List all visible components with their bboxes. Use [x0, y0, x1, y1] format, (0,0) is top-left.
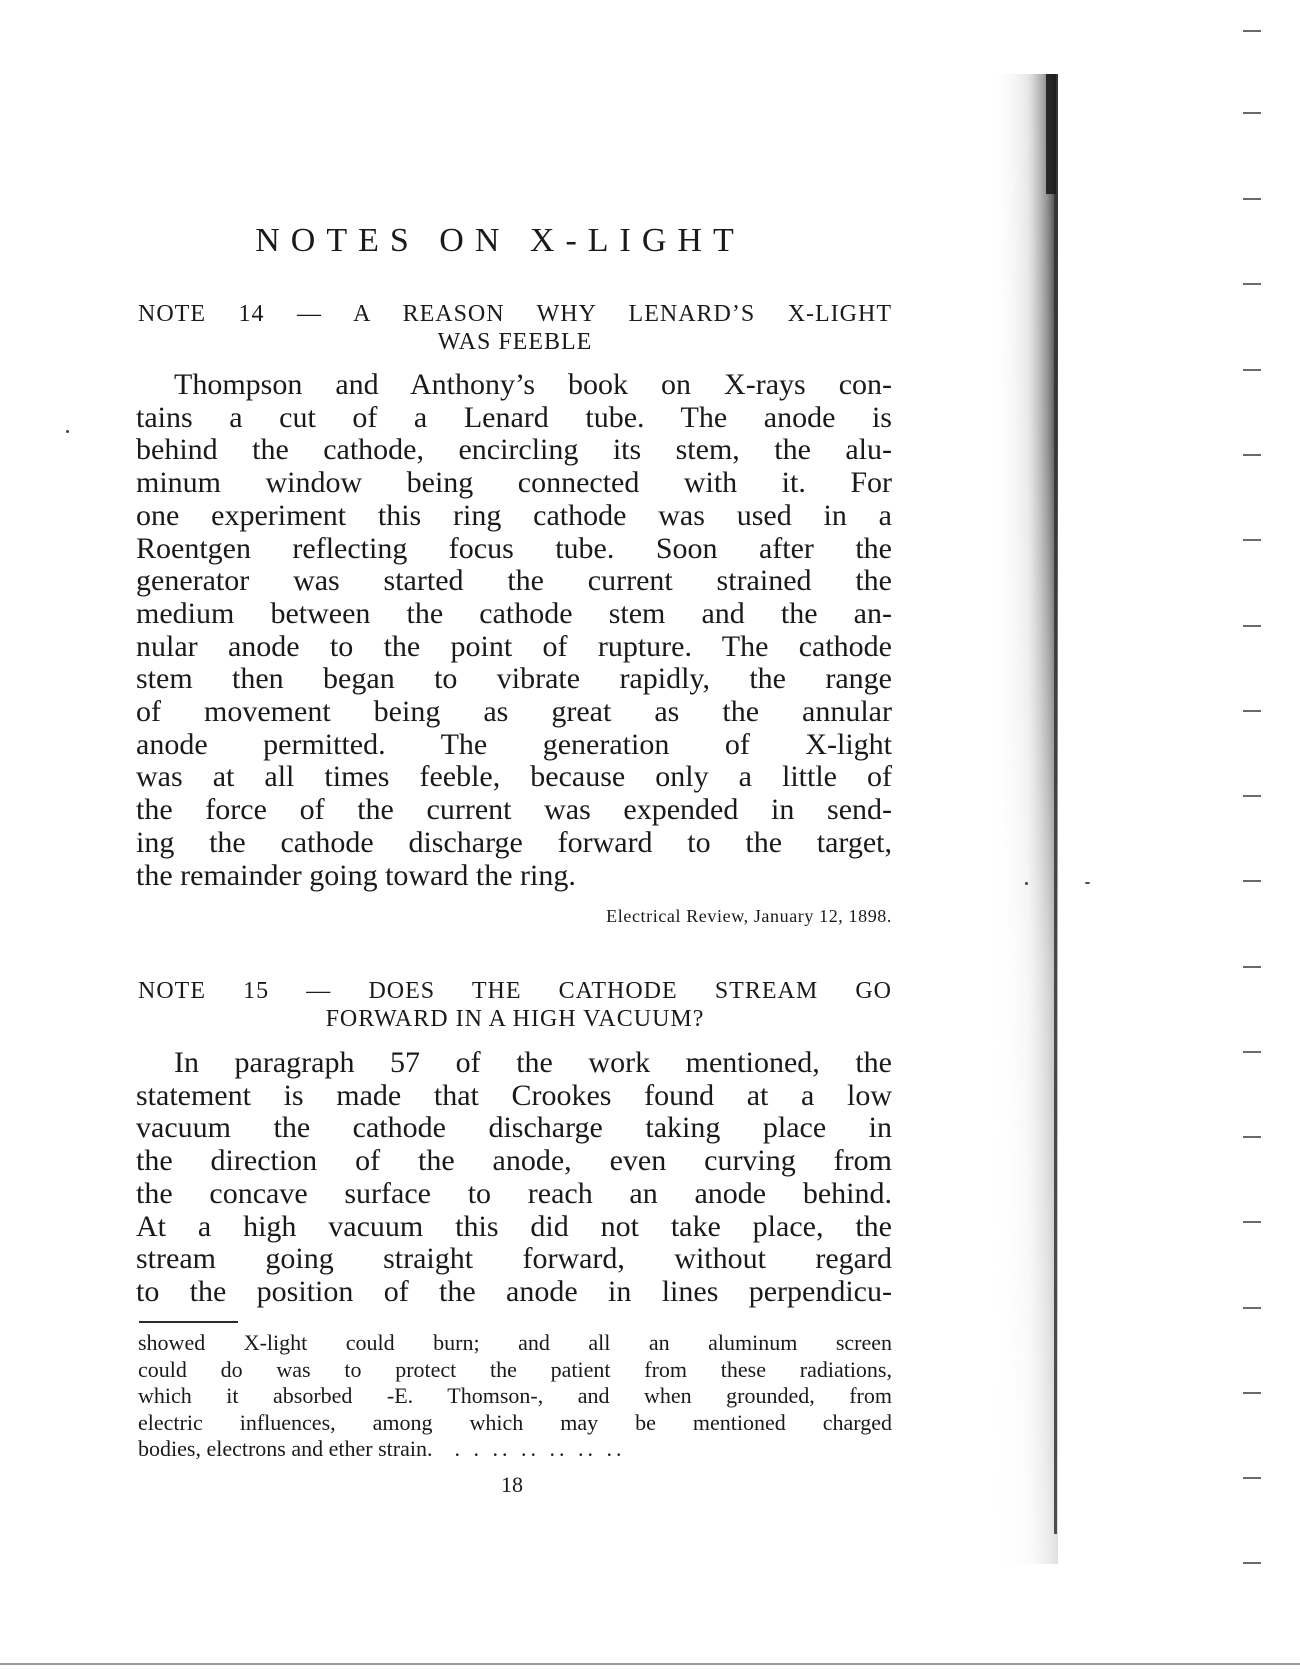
note-15-line: stream going straight forward, without regard: [136, 1242, 892, 1276]
note-14-line: was at all times feeble, because only a little of: [136, 760, 892, 794]
note-15-line: the direction of the anode, even curving from: [136, 1144, 892, 1178]
margin-tick: [1243, 795, 1261, 797]
margin-tick: [1243, 1307, 1261, 1309]
note-14-line: tains a cut of a Lenard tube. The anode is: [136, 400, 892, 434]
note-14-line: Thompson and Anthony’s book on X-rays con-: [174, 368, 892, 401]
note-14-citation: Electrical Review, January 12, 1898.: [606, 906, 892, 926]
note-15-line: the concave surface to reach an anode behind.: [136, 1176, 892, 1210]
note-14-line: minum window being connected with it. For: [136, 466, 892, 500]
note-14-line: Roentgen reflecting focus tube. Soon after the: [136, 531, 892, 565]
margin-tick: [1243, 1562, 1261, 1564]
margin-tick: [1243, 369, 1261, 371]
margin-tick: [1243, 625, 1261, 627]
footnote: [138, 1330, 892, 1463]
page-edge-line: [0, 1663, 1300, 1665]
note-14-line: generator was started the current strained the: [136, 564, 892, 598]
note-15-body: [136, 1047, 892, 1309]
note-14-line: the force of the current was expended in send-: [136, 793, 892, 827]
note-14-heading-line-2: WAS FEEBLE: [437, 329, 593, 355]
margin-tick: [1243, 1221, 1261, 1223]
note-14-line: the remainder going toward the ring.: [136, 858, 576, 892]
margin-tick: [1243, 454, 1261, 456]
margin-tick: [1243, 710, 1261, 712]
note-14-heading-line-1: NOTE 14 — A REASON WHY LENARD’S X-LIGHT: [138, 301, 892, 327]
footnote-line: [138, 1436, 892, 1463]
margin-tick: [1243, 1136, 1261, 1138]
note-14-line: ing the cathode discharge forward to the target,: [136, 825, 892, 859]
binding-shadow: [990, 74, 1058, 1564]
note-15-line: vacuum the cathode discharge taking place in: [136, 1111, 892, 1145]
margin-tick: [1243, 1477, 1261, 1479]
margin-tick: [1243, 539, 1261, 541]
note-14-body: [136, 369, 892, 892]
note-14-line: stem then began to vibrate rapidly, the range: [136, 662, 892, 696]
footnote-leader-dots: . . .. .. .. .. ..: [454, 1436, 626, 1461]
margin-tick: [1243, 283, 1261, 285]
scan-speck: [1085, 882, 1090, 884]
note-14-line: medium between the cathode stem and the an-: [136, 596, 892, 630]
note-14-line: behind the cathode, encircling its stem, the alu-: [136, 433, 892, 467]
note-14-line: nular anode to the point of rupture. The cathode: [136, 629, 892, 663]
note-15-line: statement is made that Crookes found at a low: [136, 1078, 892, 1112]
margin-tick: [1243, 198, 1261, 200]
note-14-line: of movement being as great as the annular: [136, 695, 892, 729]
footnote-line: could do was to protect the patient from these radiations,: [138, 1356, 892, 1382]
page-number: 18: [501, 1472, 523, 1497]
footnote-last-text: bodies, electrons and ether strain.: [138, 1436, 433, 1461]
page-title: NOTES ON X-LIGHT: [255, 222, 745, 259]
margin-tick: [1243, 112, 1261, 114]
footnote-line: electric influences, among which may be mentioned charged: [138, 1409, 892, 1435]
scan-speck: [1025, 882, 1028, 885]
footnote-line: which it absorbed -E. Thomson-, and when grounded, from: [138, 1383, 892, 1408]
scan-speck: [66, 430, 69, 433]
note-15-heading-line-2: FORWARD IN A HIGH VACUUM?: [325, 1006, 705, 1032]
note-14-line: one experiment this ring cathode was used in a: [136, 498, 892, 532]
margin-tick: [1243, 880, 1261, 882]
note-15-line: In paragraph 57 of the work mentioned, the: [174, 1046, 892, 1079]
note-15-heading: [138, 977, 892, 1033]
margin-tick: [1243, 1392, 1261, 1394]
margin-tick: [1243, 1051, 1261, 1053]
note-15-heading-line-1: NOTE 15 — DOES THE CATHODE STREAM GO: [138, 978, 892, 1004]
footnote-line: showed X-light could burn; and all an aluminum screen: [138, 1330, 892, 1355]
footnote-rule: [139, 1321, 238, 1323]
note-15-line: to the position of the anode in lines perpendicu-: [136, 1274, 892, 1308]
note-15-line: At a high vacuum this did not take place, the: [136, 1209, 892, 1243]
margin-tick: [1243, 966, 1261, 968]
note-14-line: anode permitted. The generation of X-light: [136, 727, 892, 761]
margin-tick: [1243, 30, 1261, 32]
note-14-heading: [138, 300, 892, 356]
